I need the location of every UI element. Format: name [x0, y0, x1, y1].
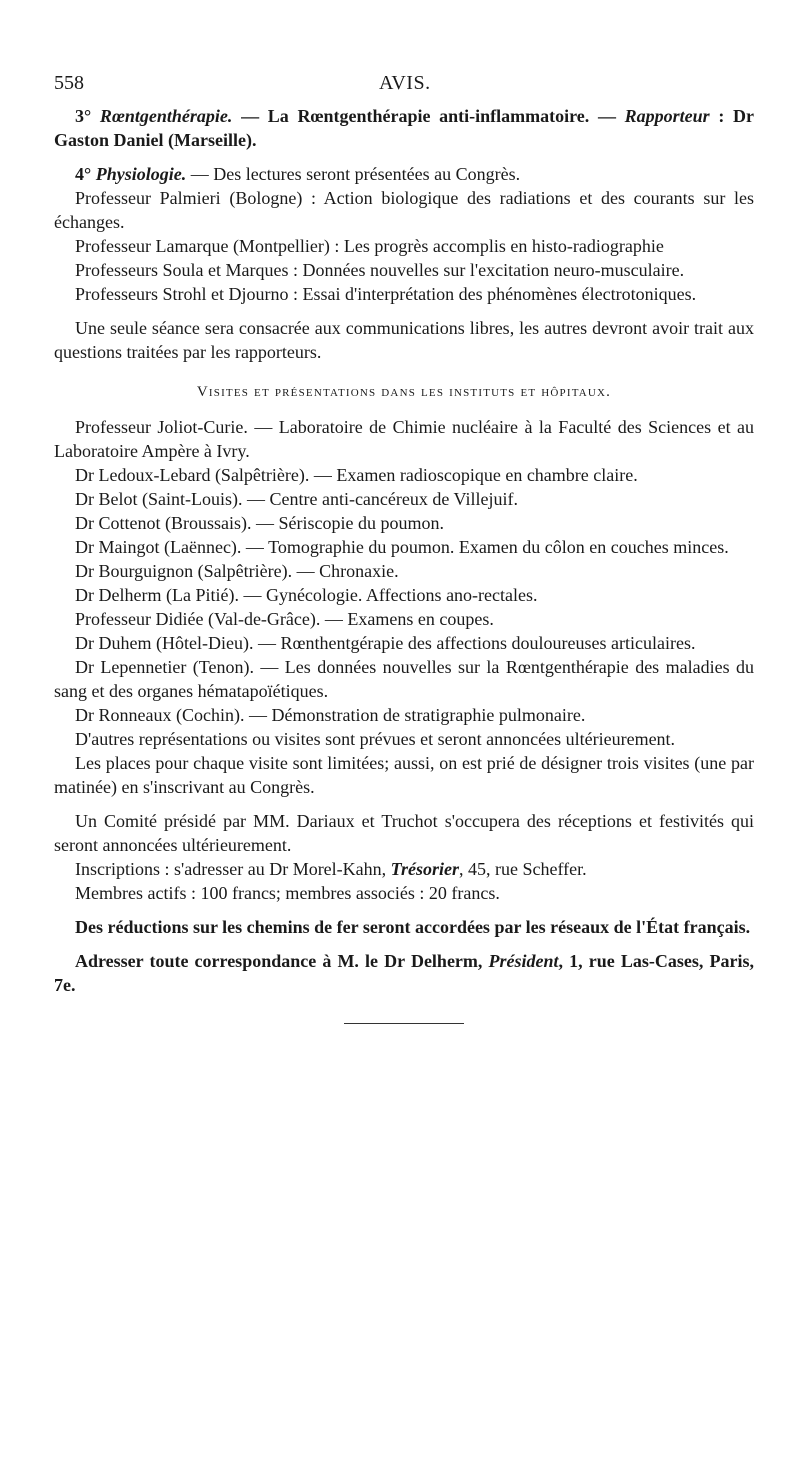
document-page: [54, 72, 754, 1024]
visit-item: Dr Cottenot (Broussais). — Sériscopie du poumon.: [75, 513, 444, 533]
places-note: Les places pour chaque visite sont limitées; aussi, on est prié de désigner trois visites (une par matinée) en s'inscrivant au Congrès.: [54, 753, 754, 797]
correspondence-note: Adresser toute correspondance à M. le Dr Delherm, Président, 1, rue Las-Cases, Paris, 7e.: [54, 951, 755, 995]
physiology-item: Professeur Lamarque (Montpellier) : Les progrès accomplis en histo-radiographie: [75, 236, 664, 256]
visits-heading: Visites et présentations dans les instituts et hôpitaux.: [196, 384, 612, 400]
section-4-title: Physiologie.: [95, 164, 187, 184]
inscriptions-note: Inscriptions : s'adresser au Dr Morel-Kahn, Trésorier, 45, rue Scheffer.: [75, 859, 587, 879]
committee-note: Un Comité présidé par MM. Dariaux et Truchot s'occupera des réceptions et festivités qui seront annoncées ultérieurement.: [54, 811, 754, 855]
visit-item: Dr Bourguignon (Salpêtrière). — Chronaxie.: [75, 561, 399, 581]
visit-item: Dr Lepennetier (Tenon). — Les données nouvelles sur la Rœntgenthérapie des maladies du sang et des organes hématapoïétiques.: [54, 657, 754, 701]
visit-item: Dr Maingot (Laënnec). — Tomographie du poumon. Examen du côlon en couches minces.: [75, 537, 729, 557]
visit-item: Dr Belot (Saint-Louis). — Centre anti-cancéreux de Villejuif.: [75, 489, 518, 509]
page-header: [54, 72, 754, 104]
physiology-item: Professeurs Strohl et Djourno : Essai d'interprétation des phénomènes électrotoniques.: [75, 284, 697, 304]
visit-item: Dr Delherm (La Pitié). — Gynécologie. Affections ano-rectales.: [75, 585, 538, 605]
physiology-item: Professeurs Soula et Marques : Données nouvelles sur l'excitation neuro-musculaire.: [75, 260, 685, 280]
section-3-title: Rœntgenthérapie.: [99, 106, 233, 126]
visit-item: Professeur Didiée (Val-de-Grâce). — Examens en coupes.: [75, 609, 494, 629]
physiology-item: Professeur Palmieri (Bologne) : Action biologique des radiations et des courants sur les échanges.: [54, 188, 754, 232]
visit-item: Dr Ledoux-Lebard (Salpêtrière). — Examen radioscopique en chambre claire.: [75, 465, 638, 485]
railway-reductions-note: Des réductions sur les chemins de fer seront accordées par les réseaux de l'État français.: [75, 917, 751, 937]
visit-item: Dr Ronneaux (Cochin). — Démonstration de stratigraphie pulmonaire.: [75, 705, 586, 725]
rapporteur-label: Rapporteur: [624, 106, 710, 126]
visit-item: Professeur Joliot-Curie. — Laboratoire de Chimie nucléaire à la Faculté des Sciences et au Laboratoire Ampère à Ivry.: [54, 417, 754, 461]
section-3: 3° Rœntgenthérapie. — La Rœntgenthérapie anti-inflammatoire. — Rapporteur : Dr Gaston Daniel (Marseille).: [54, 106, 755, 150]
page-number: 558: [54, 72, 84, 94]
president-label: Président: [488, 951, 559, 971]
visit-item: D'autres représentations ou visites sont prévues et seront annoncées ultérieurement.: [75, 729, 676, 749]
free-communications-note: Une seule séance sera consacrée aux communications libres, les autres devront avoir trait aux questions traitées par les rapporteurs.: [54, 318, 754, 362]
closing-rule: [344, 1023, 464, 1024]
section-4: 4° Physiologie. — Des lectures seront présentées au Congrès.: [75, 164, 521, 184]
visit-item: Dr Duhem (Hôtel-Dieu). — Rœnthentgérapie des affections douloureuses articulaires.: [75, 633, 696, 653]
membership-fees: Membres actifs : 100 francs; membres associés : 20 francs.: [75, 883, 500, 903]
tresorier-label: Trésorier: [390, 859, 459, 879]
running-title: AVIS.: [379, 72, 431, 94]
